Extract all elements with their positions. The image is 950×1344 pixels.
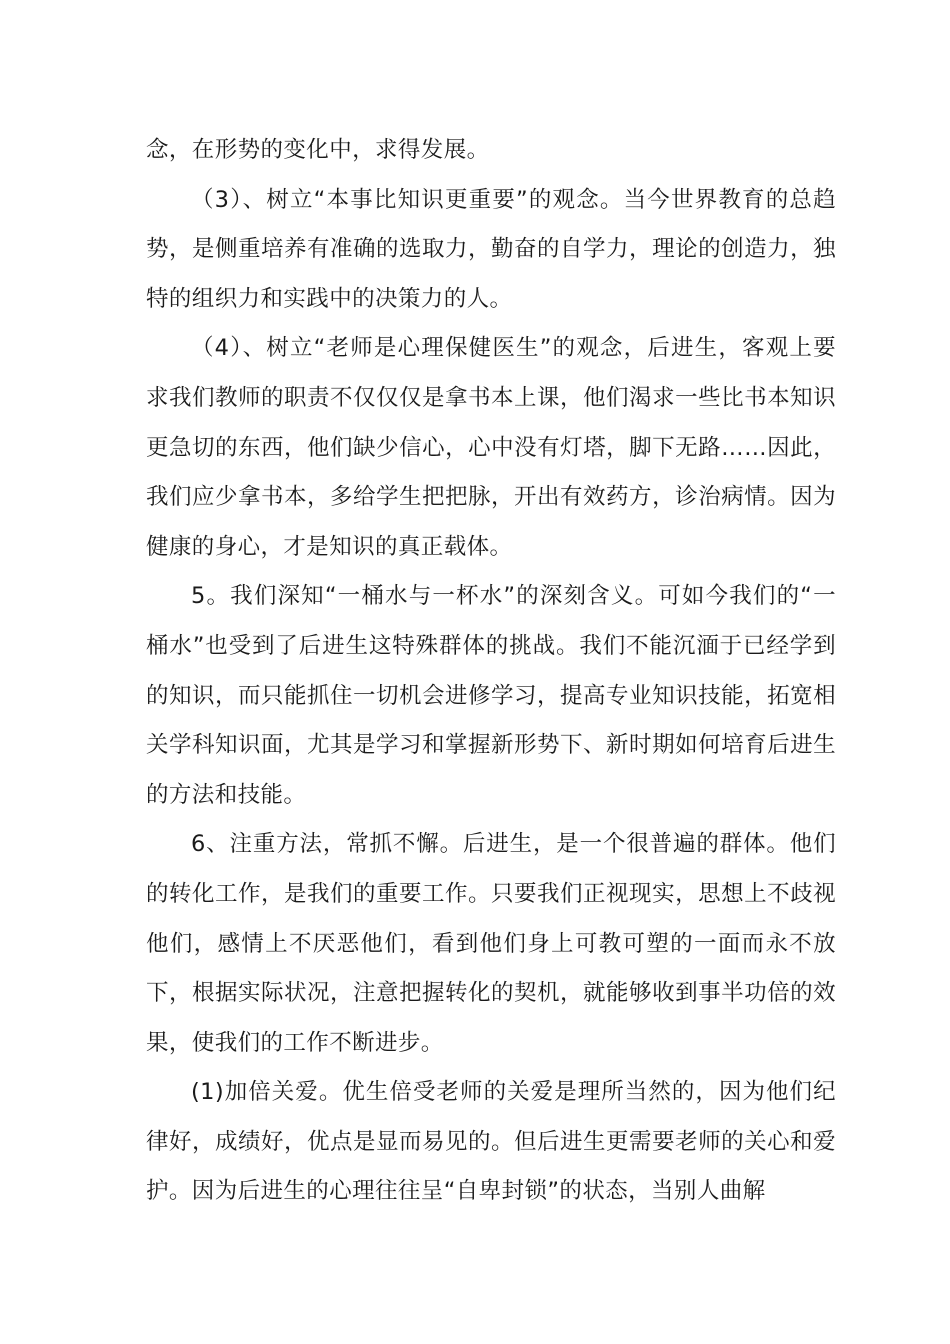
paragraph-point-3: （3）、树立“本事比知识更重要”的观念。当今世界教育的总趋势，是侧重培养有准确的选取力，勤奋的自学力，理论的创造力，独特的组织力和实践中的决策力的人。 bbox=[146, 186, 836, 312]
paragraph-item-6: 6、注重方法，常抓不懈。后进生，是一个很普遍的群体。他们的转化工作，是我们的重要工作。只要我们正视现实，思想上不歧视他们，感情上不厌恶他们，看到他们身上可教可塑的一面而永不放下，根据实际状况，注意把握转化的契机，就能够收到事半功倍的效果，使我们的工作不断进步。 bbox=[146, 831, 836, 1056]
paragraph-sub-1: (1)加倍关爱。优生倍受老师的关爱是理所当然的，因为他们纪律好，成绩好，优点是显而易见的。但后进生更需要老师的关心和爱护。因为后进生的心理往往呈“自卑封锁”的状态，当别人曲解 bbox=[146, 1079, 836, 1205]
paragraph-point-4: （4）、树立“老师是心理保健医生”的观念，后进生，客观上要求我们教师的职责不仅仅仅是拿书本上课，他们渴求一些比书本知识更急切的东西，他们缺少信心，心中没有灯塔，脚下无路……因此，我们应少拿书本，多给学生把把脉，开出有效药方，诊治病情。因为健康的身心，才是知识的真正载体。 bbox=[146, 335, 836, 560]
paragraph-item-5: 5。我们深知“一桶水与一杯水”的深刻含义。可如今我们的“一桶水”也受到了后进生这特殊群体的挑战。我们不能沉湎于已经学到的知识，而只能抓住一切机会进修学习，提高专业知识技能，拓宽相关学科知识面，尤其是学习和掌握新形势下、新时期如何培育后进生的方法和技能。 bbox=[146, 583, 836, 808]
document-body bbox=[146, 126, 836, 1217]
paragraph-continuation: 念，在形势的变化中，求得发展。 bbox=[146, 137, 490, 163]
